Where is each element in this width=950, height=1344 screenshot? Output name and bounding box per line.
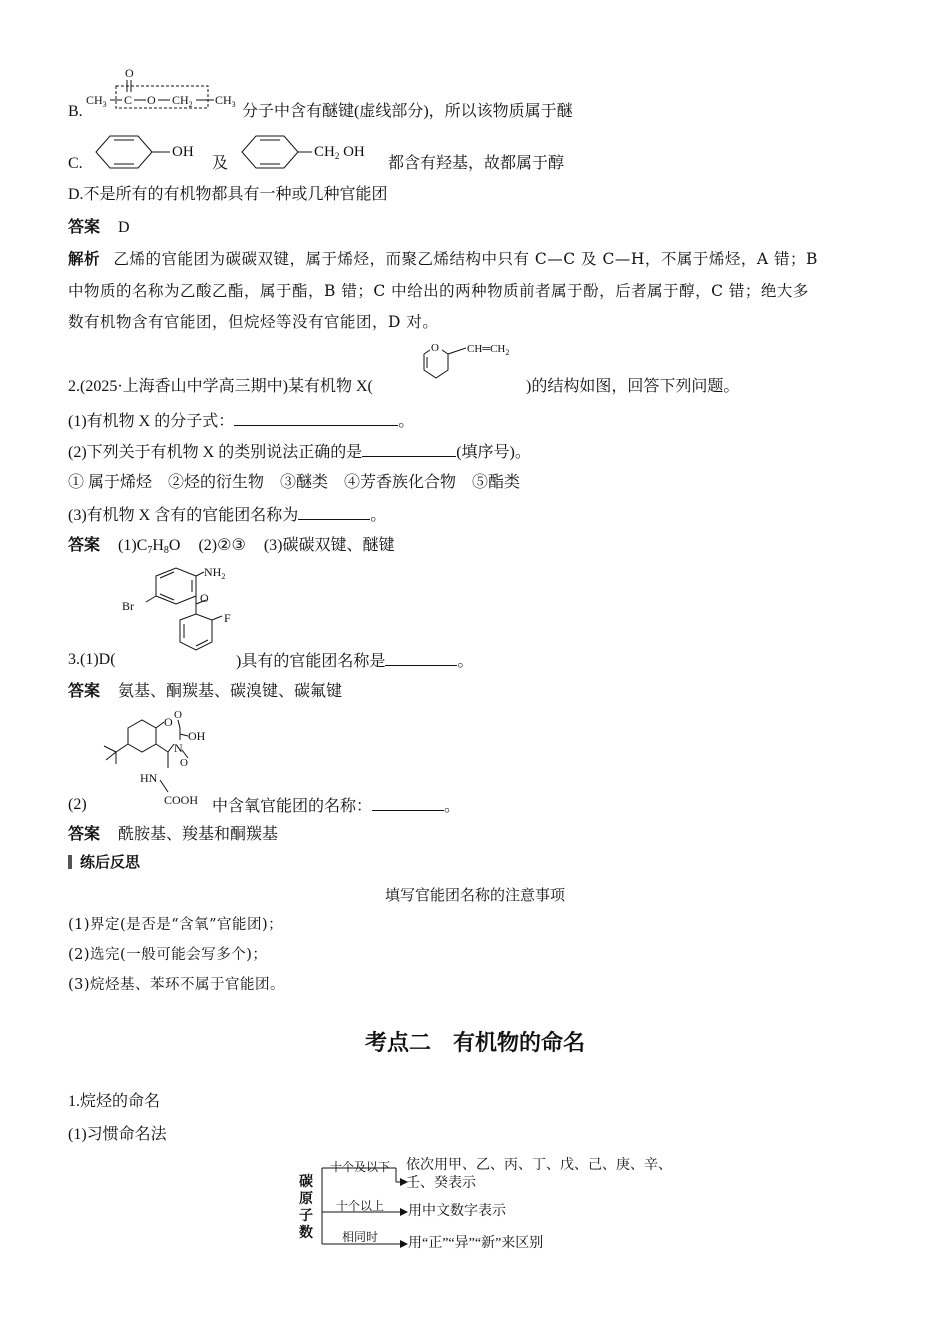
carbonyl-carbon: C xyxy=(124,93,133,107)
answer-blank[interactable] xyxy=(372,794,444,811)
ch2oh-label: $CH_2$ OH xyxy=(314,144,365,161)
reflection-bar-icon xyxy=(68,855,72,869)
reflection-title-text: 练后反思 xyxy=(80,853,141,871)
q1-analysis-line3: 数有机物含有官能团，但烷烃等没有官能团，D 对。 xyxy=(68,313,439,331)
section-sub-2: (1)习惯命名法 xyxy=(68,1126,167,1143)
answer-blank[interactable] xyxy=(234,409,398,426)
answer-label: 答案 xyxy=(68,537,101,554)
option-b-text: 分子中含有醚键(虚线部分)，所以该物质属于醚 xyxy=(242,103,573,120)
part2-text: (2)下列关于有机物 X 的类别说法正确的是 xyxy=(68,444,363,461)
answer-value: 氨基、酮羰基、碳溴键、碳氟键 xyxy=(118,683,343,700)
q2-options: ① 属于烯烃 ②烃的衍生物 ③醚类 ④芳香族化合物 ⑤酯类 xyxy=(68,474,521,491)
ring-oxygen: O xyxy=(431,342,439,354)
vinyl-label: $CH═CH_2$ xyxy=(467,343,510,357)
answer-formula: $(1)C_7H_8O$ xyxy=(118,537,181,556)
part1-end: 。 xyxy=(398,413,415,430)
hydroxyl-label: OH xyxy=(172,144,194,160)
q3-part2-text: 中含氧官能团的名称： xyxy=(212,798,373,815)
q2-stem-post: )的结构如图，回答下列问题。 xyxy=(526,378,740,395)
q3-stem xyxy=(236,649,473,673)
acid-oxygen: O xyxy=(174,709,182,721)
ethyl-acetate-structure xyxy=(86,64,242,112)
q2-answer xyxy=(68,535,394,562)
fluorine-label: F xyxy=(224,611,231,625)
hydroxyl-label: OH xyxy=(188,729,206,743)
reflection-title xyxy=(68,851,140,873)
tree-branch1-label: 十个及以下 xyxy=(330,1160,391,1174)
section-heading: 考点二 有机物的命名 xyxy=(364,1031,585,1056)
ch3-right: $CH_3$ xyxy=(215,93,236,109)
q1-analysis-line2: 中物质的名称为乙酸乙酯，属于酯，B 错；C 中给出的两种物质前者属于酚，后者属于醇，C 错；绝大多 xyxy=(68,282,809,300)
answer-blank[interactable] xyxy=(385,649,457,666)
tree-branch2-text: 用中文数字表示 xyxy=(408,1204,506,1219)
compound-q3-2-structure xyxy=(92,704,222,810)
option-letter: B. xyxy=(68,103,83,120)
reflection-item-1: (1)界定(是否是“含氧”官能团)； xyxy=(68,917,284,933)
option-b xyxy=(68,101,83,123)
phenol-structure xyxy=(96,134,206,174)
tree-branch3-text: 用“正”“异”“新”来区别 xyxy=(408,1236,544,1251)
analysis-text: 乙烯的官能团为碳碳双键，属于烯烃，而聚乙烯结构中只有 C—C 及 C—H，不属于烯烃，A 错；B xyxy=(113,250,818,268)
tree-branch1-text-1: 依次用甲、乙、丙、丁、戊、己、庚、辛、 xyxy=(406,1158,672,1173)
ketone-oxygen: O xyxy=(200,591,209,605)
amide-nitrogen: N xyxy=(174,741,183,755)
part1-text: (1)有机物 X 的分子式： xyxy=(68,413,235,430)
acyl-oxygen: O xyxy=(180,757,188,769)
reflection-item-3: (3)烷烃基、苯环不属于官能团。 xyxy=(68,977,286,993)
answer-blank[interactable] xyxy=(362,440,456,457)
answer-label: 答案 xyxy=(68,826,101,843)
tree-branch2-label: 十个以上 xyxy=(336,1199,385,1213)
carbonyl-oxygen: O xyxy=(125,66,134,80)
tree-branch1-text-2: 壬、癸表示 xyxy=(406,1176,476,1191)
option-c-letter: C. xyxy=(68,155,83,172)
option-d: D.不是所有的有机物都具有一种或几种官能团 xyxy=(68,186,388,203)
answer-value: D xyxy=(118,219,130,236)
benzyl-alcohol-structure xyxy=(242,134,382,174)
q2-stem-pre: 2.(2025·上海香山中学高三期中)某有机物 X( xyxy=(68,378,373,395)
q1-answer xyxy=(68,217,130,239)
amine-label: $NH_2$ xyxy=(204,565,226,581)
ether-oxygen: O xyxy=(147,93,156,107)
q2-part3 xyxy=(68,503,386,527)
q3-part2-end: 。 xyxy=(444,798,461,815)
q2-part1 xyxy=(68,409,414,433)
answer-label: 答案 xyxy=(68,219,101,236)
ch2-group: $CH_2$ xyxy=(172,93,193,109)
ring-ketone-oxygen: O xyxy=(164,715,173,729)
q3-stem-pre: 3.(1)D( xyxy=(68,651,116,668)
amine-nh-label: HN xyxy=(140,771,158,785)
option-c-and: 及 xyxy=(212,155,229,172)
compound-d-structure xyxy=(120,562,250,666)
part3-text: (3)有机物 X 含有的官能团名称为 xyxy=(68,507,299,524)
q3-stem-end: 。 xyxy=(457,653,474,670)
reflection-subtitle: 填写官能团名称的注意事项 xyxy=(384,888,565,904)
section-sub-1: 1.烷烃的命名 xyxy=(68,1093,161,1110)
q3-part2-num: (2) xyxy=(68,796,87,813)
tree-root: 碳原子数 xyxy=(299,1175,313,1241)
compound-x-structure xyxy=(412,340,532,395)
reflection-item-2: (2)选完(一般可能会写多个)； xyxy=(68,947,268,963)
part2-end: (填序号)。 xyxy=(456,444,531,461)
bromine-label: Br xyxy=(122,599,134,613)
option-c-text: 都含有羟基，故都属于醇 xyxy=(388,155,565,172)
ch3-left: $CH_3$ xyxy=(86,93,107,109)
q3-answer xyxy=(68,681,342,703)
q2-part2 xyxy=(68,440,531,464)
q1-analysis-line1 xyxy=(68,248,818,270)
answer-label: 答案 xyxy=(68,683,101,700)
cooh-label: COOH xyxy=(164,793,199,807)
answer-part2: (2)②③ xyxy=(198,537,246,554)
q3-part2 xyxy=(212,794,460,818)
q3-answer2 xyxy=(68,824,278,846)
part3-end: 。 xyxy=(370,507,387,524)
answer-part3: (3)碳碳双键、醚键 xyxy=(263,537,395,554)
tree-branch3-label: 相同时 xyxy=(342,1230,379,1244)
answer-blank[interactable] xyxy=(298,503,370,520)
analysis-label: 解析 xyxy=(68,249,101,268)
answer-value: 酰胺基、羧基和酮羰基 xyxy=(118,826,279,843)
q3-stem-text: )具有的官能团名称是 xyxy=(236,653,386,670)
